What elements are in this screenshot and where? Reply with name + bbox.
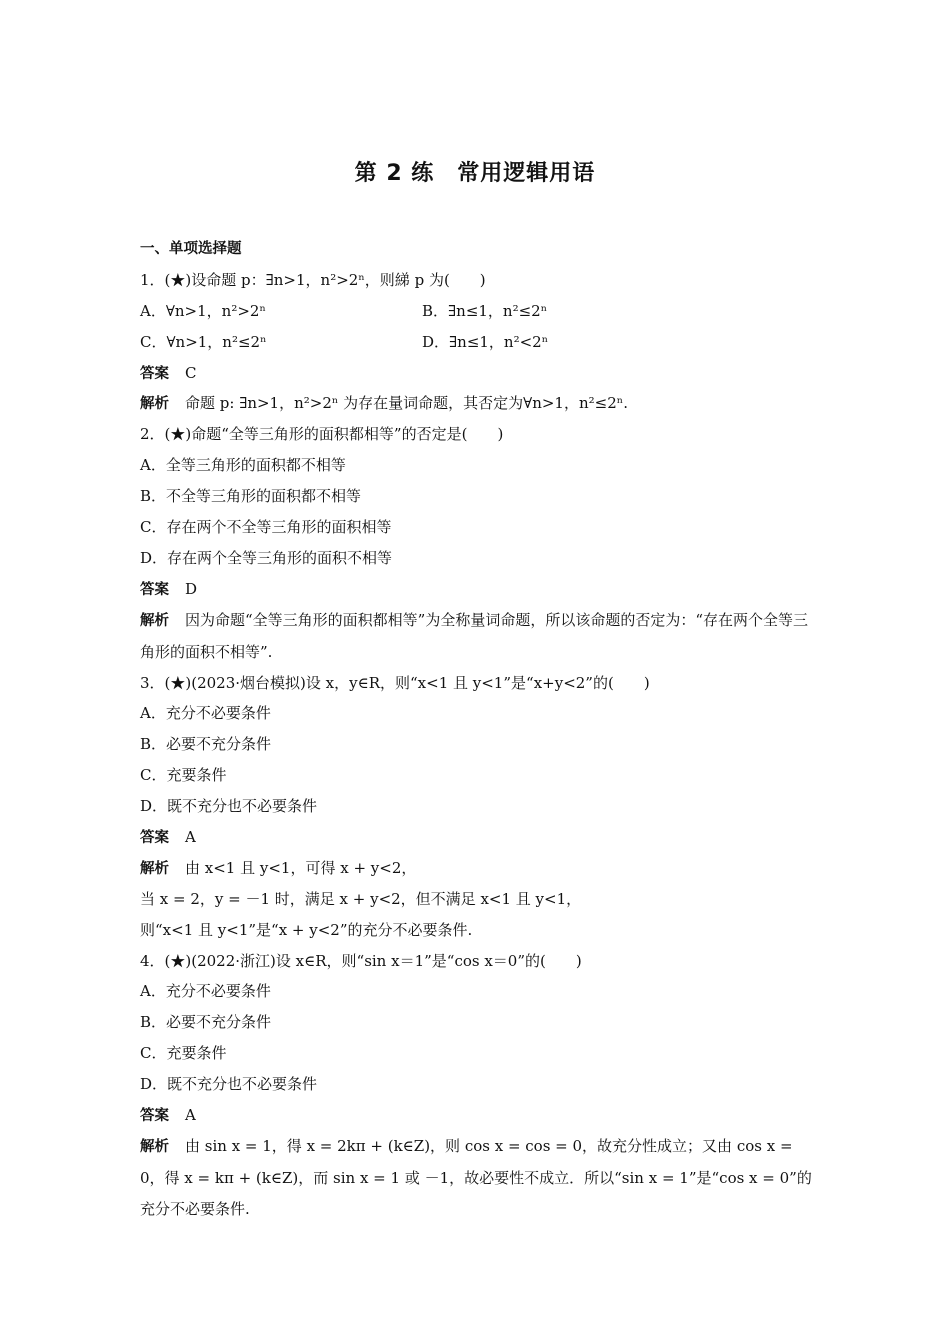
q3-option-d: D．既不充分也不必要条件	[140, 797, 318, 816]
q4-answer	[140, 1100, 812, 1131]
q2-analysis	[140, 605, 812, 668]
answer-label: 答案	[140, 1107, 169, 1124]
q1-option-b: B．∃n≤1，n²≤2ⁿ	[422, 301, 548, 320]
q1-option-a: A．∀n>1，n²>2ⁿ	[140, 301, 266, 320]
q2-option-d: D．存在两个全等三角形的面积不相等	[140, 548, 393, 567]
analysis-label: 解析	[140, 1138, 169, 1155]
q2-answer-value: D	[185, 579, 198, 598]
q4-answer-value: A	[185, 1105, 196, 1124]
q2-analysis-text: 因为命题“全等三角形的面积都相等”为全称量词命题，所以该命题的否定为：“存在两个全等三角形的面积不相等”.	[140, 610, 809, 661]
document-body	[140, 234, 812, 1225]
q4-option-d: D．既不充分也不必要条件	[140, 1075, 318, 1094]
analysis-label: 解析	[140, 396, 169, 413]
q2-answer	[140, 574, 812, 605]
q3-analysis-1	[140, 853, 812, 884]
q4-option-c: C．充要条件	[140, 1044, 227, 1063]
q1-options-ab	[140, 296, 812, 327]
q3-analysis-2: 当 x = 2，y = －1 时，满足 x + y<2，但不满足 x<1 且 y<1，	[140, 889, 582, 908]
page-title: 第 2 练 常用逻辑用语	[354, 161, 596, 186]
section-heading: 一、单项选择题	[140, 241, 242, 257]
q4-analysis	[140, 1131, 812, 1225]
q1-answer-value: C	[185, 363, 197, 382]
q1-analysis-text: 命题 p: ∃n>1，n²>2ⁿ 为存在量词命题，其否定为∀n>1，n²≤2ⁿ.	[185, 394, 629, 413]
q3-analysis-text-1: 由 x<1 且 y<1，可得 x + y<2，	[185, 858, 417, 877]
q4-option-a: A．充分不必要条件	[140, 982, 271, 1001]
q2-option-a: A．全等三角形的面积都不相等	[140, 456, 346, 475]
q3-option-b: B．必要不充分条件	[140, 735, 272, 754]
q4-option-b: B．必要不充分条件	[140, 1013, 272, 1032]
q1-stem: 1．(★)设命题 p：∃n>1，n²>2ⁿ，则綈 p 为( )	[140, 270, 486, 289]
q3-analysis-3: 则“x<1 且 y<1”是“x + y<2”的充分不必要条件.	[140, 920, 473, 939]
q4-analysis-text: 由 sin x = 1，得 x = 2kπ + (k∈Z)，则 cos x = cos = 0，故充分性成立；又由 cos x = 0，得 x = kπ + (k∈Z)，而 sin x = 1 或 －1，故必要性不成立．所以“sin x = 1”是“cos x = 0”的充分不必要条件.	[140, 1136, 812, 1218]
q1-analysis	[140, 388, 812, 419]
q1-answer	[140, 358, 812, 389]
q4-stem: 4．(★)(2022·浙江)设 x∈R，则“sin x＝1”是“cos x＝0”的( )	[140, 951, 582, 970]
q1-options-cd	[140, 327, 812, 358]
q3-option-c: C．充要条件	[140, 766, 227, 785]
q2-option-b: B．不全等三角形的面积都不相等	[140, 487, 362, 506]
answer-label: 答案	[140, 581, 169, 598]
q2-stem: 2．(★)命题“全等三角形的面积都相等”的否定是( )	[140, 425, 504, 444]
analysis-label: 解析	[140, 860, 169, 877]
q1-option-c: C．∀n>1，n²≤2ⁿ	[140, 332, 267, 351]
analysis-label: 解析	[140, 612, 169, 629]
answer-label: 答案	[140, 829, 169, 846]
q3-stem: 3．(★)(2023·烟台模拟)设 x，y∈R，则“x<1 且 y<1”是“x+y<2”的( )	[140, 673, 650, 692]
answer-label: 答案	[140, 365, 169, 382]
q3-answer	[140, 822, 812, 853]
q2-option-c: C．存在两个不全等三角形的面积相等	[140, 518, 392, 537]
q3-option-a: A．充分不必要条件	[140, 704, 271, 723]
q3-answer-value: A	[185, 827, 196, 846]
q1-option-d: D．∃n≤1，n²<2ⁿ	[422, 332, 549, 351]
